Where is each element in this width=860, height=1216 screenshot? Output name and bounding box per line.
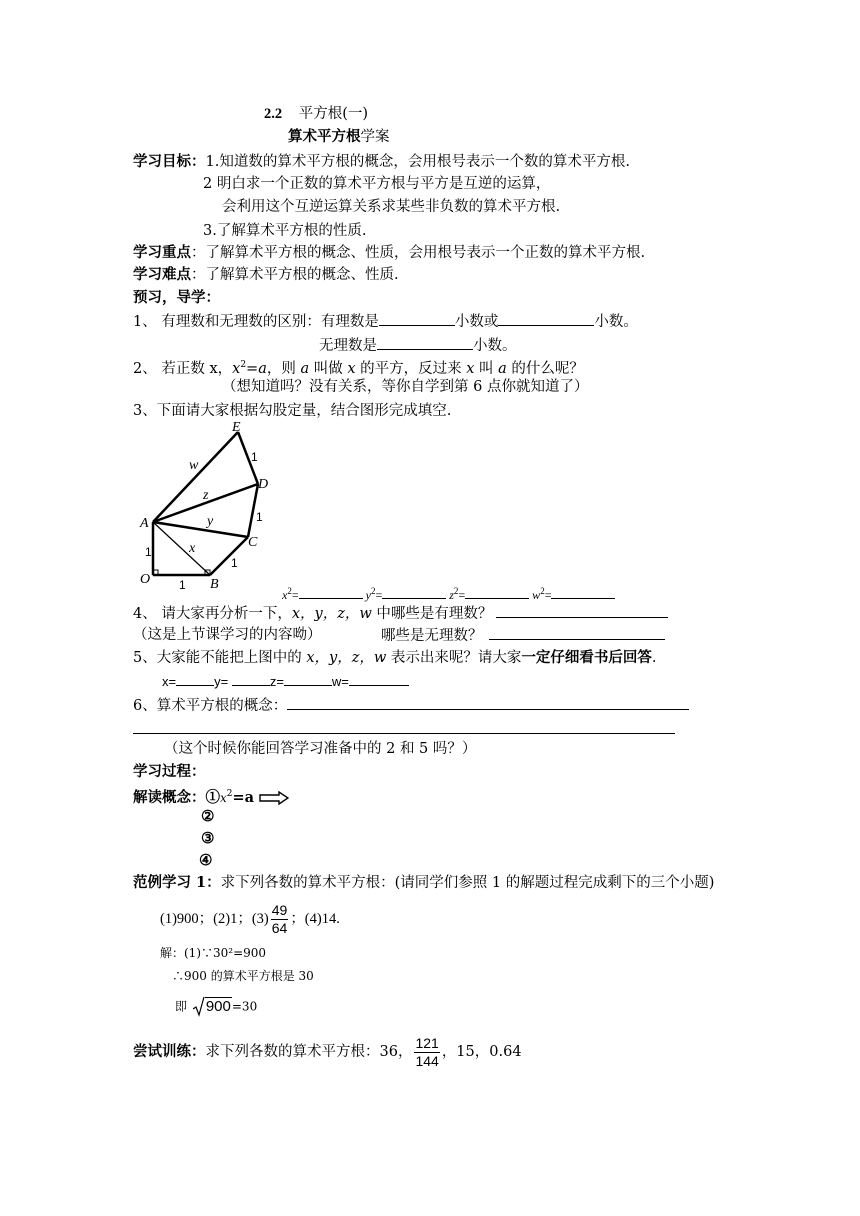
- blank-irrational[interactable]: [377, 335, 473, 350]
- question-4-line-2b: 哪些是无理数？: [381, 625, 665, 646]
- circled-2: ②: [201, 807, 215, 825]
- preview-label: 预习，导学：: [133, 289, 220, 306]
- label-one-ED: 1: [251, 450, 258, 464]
- page-title: 算术平方根学案: [288, 128, 390, 145]
- key-point: 学习重点：了解算术平方根的概念、性质，会用根号表示一个正数的算术平方根.: [133, 244, 646, 261]
- fraction-49-64: $\frac{49}{64}$: [271, 902, 288, 937]
- blank-w-value[interactable]: [349, 673, 409, 686]
- goals-line-1: 学习目标：1.知道数的算术平方根的概念，会用根号表示一个数的算术平方根.: [133, 153, 630, 170]
- label-w: w: [189, 458, 199, 473]
- solution-line-2: ∴900 的算术平方根是 30: [172, 969, 314, 983]
- question-6: 6、算术平方根的概念：: [133, 695, 689, 716]
- radical-sign-icon: [193, 996, 205, 1018]
- question-4-line-2: （这是上节课学习的内容呦）: [133, 627, 322, 643]
- blank-rational-vars[interactable]: [496, 603, 668, 618]
- blank-z-value[interactable]: [284, 673, 332, 686]
- solution-line-1: 解：(1)∵30²=900: [160, 946, 267, 960]
- blank-z2[interactable]: [465, 587, 529, 599]
- label-one-OB: 1: [179, 578, 186, 590]
- question-5: 5、大家能不能把上图中的 x，y，z，w 表示出来呢？请大家一定仔细看书后回答.: [133, 649, 657, 666]
- question-2: 2、 若正数 x，$x^2=a$，则 a 叫做 x 的平方，反过来 x 叫 a 的什么呢？: [133, 360, 584, 377]
- process-label: 学习过程：: [133, 763, 206, 780]
- question-2-note: （想知道吗？没有关系，等你自学到第 6 点你就知道了）: [222, 379, 589, 395]
- blank-y-value[interactable]: [232, 673, 270, 686]
- section-number: 2.2: [264, 106, 283, 122]
- label-B: B: [210, 577, 219, 590]
- label-E: E: [232, 420, 241, 435]
- label-one-CB: 1: [231, 556, 238, 570]
- question-5-answers: x= y= z= w=: [162, 672, 409, 692]
- blank-rational-2[interactable]: [498, 311, 594, 326]
- segment-AE: [153, 432, 238, 522]
- double-arrow-icon: [259, 791, 289, 805]
- goals-line-4: 3.了解算术平方根的性质.: [203, 223, 367, 239]
- fraction-121-144: $\frac{121}{144}$: [415, 1034, 439, 1069]
- question-1: 1、 有理数和无理数的区别：有理数是 小数或 小数。: [133, 311, 638, 332]
- practice-line: 尝试训练：求下列各数的算术平方根：36， $\frac{121}{144}$ ，15，0.64: [133, 1034, 522, 1069]
- label-A: A: [140, 516, 149, 531]
- label-D: D: [258, 477, 269, 492]
- question-1-line-2: 无理数是 小数。: [319, 335, 517, 356]
- label-x: x: [189, 541, 196, 556]
- label-y: y: [207, 514, 214, 529]
- example-heading: 范例学习 1：求下列各数的算术平方根：(请同学们参照 1 的解题过程完成剩下的三个小题): [133, 874, 715, 891]
- label-one-AO: 1: [145, 545, 152, 559]
- blank-irrational-vars[interactable]: [489, 625, 665, 640]
- blank-concept-2[interactable]: [133, 733, 675, 734]
- blank-w2[interactable]: [551, 587, 615, 599]
- goals-line-2: 2 明白求一个正数的算术平方根与平方是互逆的运算，: [203, 176, 551, 192]
- difficult-point: 学习难点：了解算术平方根的概念、性质.: [133, 266, 399, 283]
- blank-concept-1[interactable]: [287, 695, 689, 710]
- question-4: 4、 请大家再分析一下，x，y，z，w 中哪些是有理数？: [133, 603, 668, 624]
- label-O: O: [140, 572, 151, 587]
- pythagorean-spiral-figure: [135, 418, 285, 590]
- question-6-note: （这个时候你能回答学习准备中的 2 和 5 吗？）: [164, 741, 477, 757]
- interpret-concept: 解读概念：$①x^2=a$: [133, 784, 289, 808]
- goals-line-3: 会利用这个互逆运算关系求某些非负数的算术平方根.: [222, 199, 561, 215]
- blank-x-value[interactable]: [176, 673, 214, 686]
- section-title: 平方根(一): [298, 106, 369, 122]
- circled-4: ④: [199, 851, 213, 869]
- label-C: C: [248, 535, 258, 550]
- section-heading: [264, 104, 368, 124]
- blank-rational[interactable]: [379, 311, 455, 326]
- goals-label: 学习目标：: [133, 153, 206, 170]
- label-z: z: [203, 488, 209, 503]
- segment-CB: [210, 537, 248, 575]
- label-one-DC: 1: [256, 510, 263, 524]
- circled-3: ③: [201, 829, 215, 847]
- blank-y2[interactable]: [382, 587, 446, 599]
- squares-fill-in: $x^2= y^2= z^2= w^2=$: [282, 581, 615, 605]
- question-3: 3、下面请大家根据勾股定量，结合图形完成填空.: [133, 403, 452, 419]
- blank-x2[interactable]: [299, 587, 363, 599]
- solution-line-3: 即 900=30: [175, 996, 257, 1018]
- example-items: (1)900；(2)1；(3) $\frac{49}{64}$ ；(4)14.: [160, 902, 340, 937]
